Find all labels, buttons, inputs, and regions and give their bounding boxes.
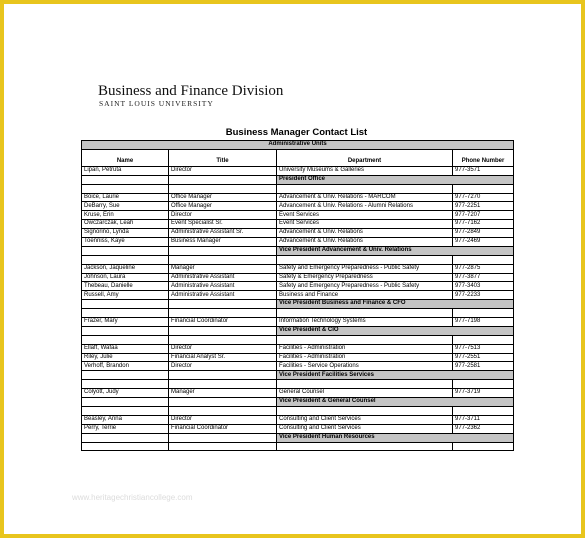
cell-name: Verhoff, Brandon — [82, 362, 169, 371]
cell-name: Lipan, Petruta — [82, 166, 169, 175]
cell-title: Office Manager — [169, 202, 277, 211]
empty-cell — [169, 246, 277, 255]
cell-phone: 977-7162 — [453, 220, 514, 229]
section-row — [82, 246, 514, 255]
cell-department: Facilities - Administration — [277, 344, 453, 353]
table-body — [82, 166, 514, 451]
cell-department: Event Services — [277, 211, 453, 220]
cell-department: Safety and Emergency Preparedness - Public Safety — [277, 282, 453, 291]
empty-cell — [277, 406, 453, 415]
empty-cell — [82, 433, 169, 442]
blank-row — [82, 442, 514, 451]
empty-cell — [277, 380, 453, 389]
empty-cell — [82, 246, 169, 255]
empty-cell — [169, 380, 277, 389]
empty-cell — [82, 335, 169, 344]
cell-title: Financial Coordinator — [169, 318, 277, 327]
cell-title: Administrative Assistant Sr. — [169, 229, 277, 238]
table-row — [82, 273, 514, 282]
table-row — [82, 211, 514, 220]
cell-title: Event Specialist Sr. — [169, 220, 277, 229]
table-row — [82, 166, 514, 175]
section-label: President Office — [277, 175, 514, 184]
cell-phone: 977-7270 — [453, 193, 514, 202]
empty-cell — [82, 326, 169, 335]
watermark: www.heritagechristiancollege.com — [72, 493, 193, 502]
blank-row — [82, 335, 514, 344]
cell-name: Russell, Amy — [82, 291, 169, 300]
cell-title: Director — [169, 362, 277, 371]
table-row — [82, 291, 514, 300]
cell-phone: 977-7513 — [453, 344, 514, 353]
section-row — [82, 300, 514, 309]
table-row — [82, 318, 514, 327]
empty-cell — [169, 309, 277, 318]
table-row — [82, 220, 514, 229]
section-label: Vice President Advancement & Univ. Relations — [277, 246, 514, 255]
table-row — [82, 264, 514, 273]
cell-name: Beasley, Anna — [82, 415, 169, 424]
org-title: Business and Finance Division — [98, 83, 284, 99]
cell-title: Director — [169, 166, 277, 175]
cell-phone: 977-2469 — [453, 238, 514, 247]
cell-title: Administrative Assistant — [169, 291, 277, 300]
cell-phone: 977-2362 — [453, 424, 514, 433]
empty-cell — [453, 184, 514, 193]
table-row — [82, 415, 514, 424]
cell-name: Thebeau, Danielle — [82, 282, 169, 291]
section-label: Vice President & CIO — [277, 326, 514, 335]
cell-department: Information Technology Systems — [277, 318, 453, 327]
empty-cell — [82, 184, 169, 193]
table-row — [82, 424, 514, 433]
table-row — [82, 389, 514, 398]
empty-cell — [169, 335, 277, 344]
cell-phone: 977-2849 — [453, 229, 514, 238]
cell-name: Riley, Julie — [82, 353, 169, 362]
cell-department: Safety and Emergency Preparedness - Public Safety — [277, 264, 453, 273]
cell-department: Advancement & Univ. Relations — [277, 238, 453, 247]
band-label: Administrative Units — [82, 141, 514, 150]
blank-row — [82, 184, 514, 193]
empty-cell — [277, 184, 453, 193]
section-row — [82, 398, 514, 407]
cell-name: Boice, Laurie — [82, 193, 169, 202]
blank-row — [82, 406, 514, 415]
empty-cell — [82, 255, 169, 264]
column-header-title: Title — [169, 149, 277, 166]
cell-phone: 977-3571 — [453, 166, 514, 175]
empty-cell — [453, 255, 514, 264]
blank-row — [82, 255, 514, 264]
empty-cell — [169, 184, 277, 193]
cell-department: Advancement & Univ. Relations - MARCOM — [277, 193, 453, 202]
cell-department: Facilities - Administration — [277, 353, 453, 362]
cell-phone: 977-2251 — [453, 202, 514, 211]
cell-title: Business Manager — [169, 238, 277, 247]
cell-department: Business and Finance — [277, 291, 453, 300]
section-row — [82, 326, 514, 335]
cell-name: Ellaff, Wafaa — [82, 344, 169, 353]
cell-title: Director — [169, 344, 277, 353]
cell-name: Frazer, Mary — [82, 318, 169, 327]
empty-cell — [82, 380, 169, 389]
cell-department: Advancement & Univ. Relations - Alumni Relations — [277, 202, 453, 211]
cell-department: Safety & Emergency Preparedness — [277, 273, 453, 282]
table-row — [82, 238, 514, 247]
empty-cell — [82, 398, 169, 407]
cell-name: Owczarczak, Leah — [82, 220, 169, 229]
empty-cell — [453, 406, 514, 415]
column-header-name: Name — [82, 149, 169, 166]
cell-department: Consulting and Client Services — [277, 415, 453, 424]
cell-phone: 977-2551 — [453, 353, 514, 362]
table-row — [82, 362, 514, 371]
cell-department: Event Services — [277, 220, 453, 229]
empty-cell — [169, 175, 277, 184]
table-row — [82, 202, 514, 211]
cell-title: Administrative Assistant — [169, 282, 277, 291]
table-row — [82, 193, 514, 202]
cell-phone: 977-2233 — [453, 291, 514, 300]
section-row — [82, 175, 514, 184]
cell-department: Facilities - Service Operations — [277, 362, 453, 371]
cell-name: Kruse, Erin — [82, 211, 169, 220]
empty-cell — [277, 335, 453, 344]
empty-cell — [82, 300, 169, 309]
cell-title: Manager — [169, 389, 277, 398]
empty-cell — [169, 300, 277, 309]
section-label: Vice President Human Resources — [277, 433, 514, 442]
cell-phone: 977-3877 — [453, 273, 514, 282]
cell-name: Perry, Terrie — [82, 424, 169, 433]
cell-phone: 977-7198 — [453, 318, 514, 327]
table-row — [82, 353, 514, 362]
cell-name: Toenniss, Kaye — [82, 238, 169, 247]
table-row — [82, 229, 514, 238]
cell-title: Director — [169, 211, 277, 220]
cell-name: Colyott, Judy — [82, 389, 169, 398]
cell-phone: 977-2875 — [453, 264, 514, 273]
section-row — [82, 371, 514, 380]
empty-cell — [453, 309, 514, 318]
cell-name: Johnson, Laura — [82, 273, 169, 282]
section-row — [82, 433, 514, 442]
org-subtitle: SAINT LOUIS UNIVERSITY — [99, 99, 214, 108]
empty-cell — [453, 442, 514, 451]
empty-cell — [277, 309, 453, 318]
column-header-phone: Phone Number — [453, 149, 514, 166]
cell-department: General Counsel — [277, 389, 453, 398]
cell-title: Director — [169, 415, 277, 424]
empty-cell — [169, 442, 277, 451]
cell-name: Jackson, Jaqueline — [82, 264, 169, 273]
table-band-row — [82, 141, 514, 150]
table-row — [82, 282, 514, 291]
cell-department: Advancement & Univ. Relations — [277, 229, 453, 238]
section-label: Vice President Business and Finance & CFO — [277, 300, 514, 309]
cell-phone: 977-3403 — [453, 282, 514, 291]
cell-phone: 977-7207 — [453, 211, 514, 220]
cell-title: Financial Analyst Sr. — [169, 353, 277, 362]
empty-cell — [453, 335, 514, 344]
empty-cell — [169, 255, 277, 264]
column-header-department: Department — [277, 149, 453, 166]
section-label: Vice President Facilities Services — [277, 371, 514, 380]
empty-cell — [169, 326, 277, 335]
blank-row — [82, 309, 514, 318]
cell-name: DeBarry, Sue — [82, 202, 169, 211]
empty-cell — [82, 442, 169, 451]
cell-title: Manager — [169, 264, 277, 273]
cell-name: Signorino, Lynda — [82, 229, 169, 238]
blank-row — [82, 380, 514, 389]
table-header-row — [82, 149, 514, 166]
cell-phone: 977-3719 — [453, 389, 514, 398]
empty-cell — [277, 255, 453, 264]
empty-cell — [277, 442, 453, 451]
cell-title: Financial Coordinator — [169, 424, 277, 433]
cell-phone: 977-2581 — [453, 362, 514, 371]
cell-department: Consulting and Client Services — [277, 424, 453, 433]
empty-cell — [169, 406, 277, 415]
empty-cell — [169, 433, 277, 442]
empty-cell — [169, 371, 277, 380]
empty-cell — [82, 175, 169, 184]
empty-cell — [169, 398, 277, 407]
cell-phone: 977-3711 — [453, 415, 514, 424]
empty-cell — [453, 380, 514, 389]
empty-cell — [82, 406, 169, 415]
contact-table — [81, 140, 514, 451]
cell-title: Office Manager — [169, 193, 277, 202]
document-title: Business Manager Contact List — [225, 127, 368, 138]
cell-title: Administrative Assistant — [169, 273, 277, 282]
empty-cell — [82, 309, 169, 318]
cell-department: University Museums & Galleries — [277, 166, 453, 175]
section-label: Vice President & General Counsel — [277, 398, 514, 407]
empty-cell — [82, 371, 169, 380]
table-row — [82, 344, 514, 353]
